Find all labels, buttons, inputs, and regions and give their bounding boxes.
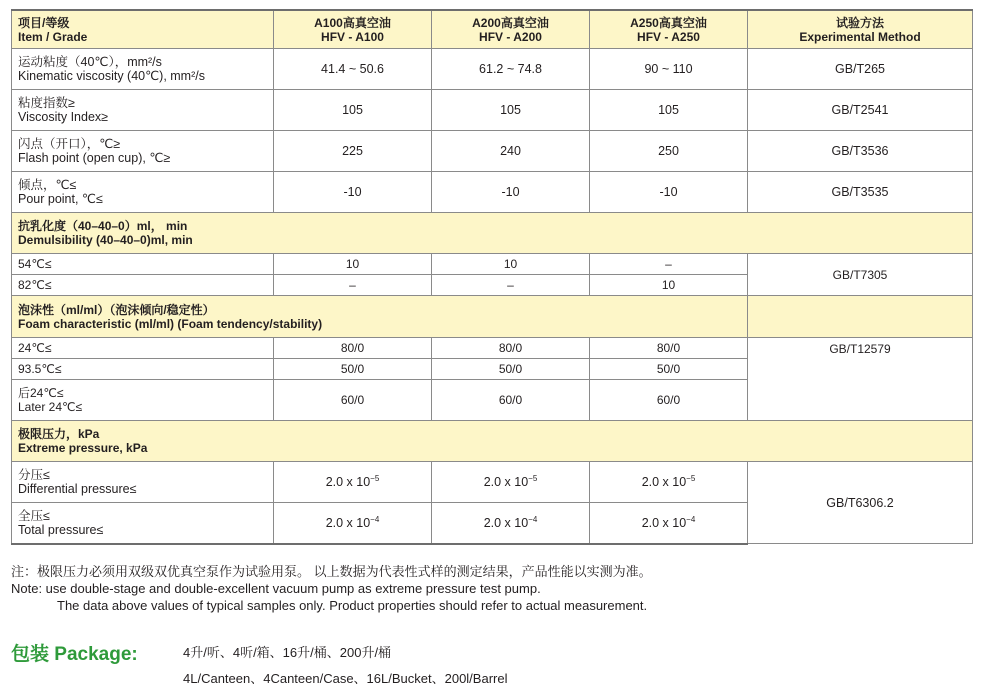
value-a100: -10	[274, 172, 432, 213]
value-a250: 2.0 x $10^{-5}$	[590, 462, 748, 503]
value-a250: 90 ~ 110	[590, 49, 748, 90]
row-label: 后24℃≤ Later 24℃≤	[12, 380, 274, 421]
value-method: GB/T3536	[748, 131, 973, 172]
value-a250: 10	[590, 275, 748, 296]
header-row	[12, 10, 973, 49]
row-kinematic-viscosity	[12, 49, 973, 90]
row-label: 24℃≤	[12, 338, 274, 359]
value-a250: 250	[590, 131, 748, 172]
value-a100: 50/0	[274, 359, 432, 380]
group-label: 泡沫性（ml/ml）（泡沫倾向/稳定性） Foam characteristic (ml/ml) (Foam tendency/stability)	[12, 296, 748, 338]
note-cn: 注：极限压力必须用双级双优真空泵作为试验用泵。 以上数据为代表性式样的测定结果，产品性能以实测为准。	[11, 564, 652, 579]
row-label: 分压≤ Differential pressure≤	[12, 462, 274, 503]
value-a250: 50/0	[590, 359, 748, 380]
value-a200: 50/0	[432, 359, 590, 380]
value-a100: –	[274, 275, 432, 296]
value-a100: 80/0	[274, 338, 432, 359]
value-a250: 105	[590, 90, 748, 131]
package-en: 4L/Canteen、4Canteen/Case、16L/Bucket、200l/Barrel	[183, 671, 508, 686]
group-spacer	[748, 296, 973, 338]
value-a100: 41.4 ~ 50.6	[274, 49, 432, 90]
value-a250: –	[590, 254, 748, 275]
group-foam	[12, 296, 973, 338]
package-cn: 4升/听、4听/箱、16升/桶、200升/桶	[183, 645, 392, 660]
row-foam-24	[12, 338, 973, 359]
value-method: GB/T265	[748, 49, 973, 90]
value-method: GB/T7305	[748, 254, 973, 296]
row-label: 闪点（开口），℃≥ Flash point (open cup), ℃≥	[12, 131, 274, 172]
row-label: 运动粘度（40℃），mm²/s Kinematic viscosity (40℃), mm²/s	[12, 49, 274, 90]
value-a200: 80/0	[432, 338, 590, 359]
value-a100: 60/0	[274, 380, 432, 421]
header-a200: A200高真空油 HFV - A200	[432, 10, 590, 49]
row-demulsibility-54	[12, 254, 973, 275]
value-a200: -10	[432, 172, 590, 213]
row-differential-pressure	[12, 462, 973, 503]
value-a200: 2.0 x $10^{-4}$	[432, 503, 590, 544]
value-a100: 225	[274, 131, 432, 172]
header-method: 试验方法 Experimental Method	[748, 10, 973, 49]
note-en-2: The data above values of typical samples only. Product properties should refer to actual measurement.	[57, 598, 648, 613]
note-en: Note: use double-stage and double-excellent vacuum pump as extreme pressure test pump.	[11, 581, 541, 596]
row-label: 82℃≤	[12, 275, 274, 296]
row-label: 倾点，℃≤ Pour point, ℃≤	[12, 172, 274, 213]
value-method: GB/T6306.2	[748, 462, 973, 544]
value-a200: 61.2 ~ 74.8	[432, 49, 590, 90]
value-a100: 2.0 x $10^{-4}$	[274, 503, 432, 544]
row-viscosity-index	[12, 90, 973, 131]
value-a200: –	[432, 275, 590, 296]
row-label: 粘度指数≥ Viscosity Index≥	[12, 90, 274, 131]
value-method: GB/T2541	[748, 90, 973, 131]
value-a250: -10	[590, 172, 748, 213]
value-a200: 240	[432, 131, 590, 172]
group-extreme-pressure	[12, 421, 973, 462]
row-label: 54℃≤	[12, 254, 274, 275]
row-label: 全压≤ Total pressure≤	[12, 503, 274, 544]
group-label: 极限压力，kPa Extreme pressure, kPa	[12, 421, 973, 462]
group-demulsibility	[12, 213, 973, 254]
row-pour-point	[12, 172, 973, 213]
value-a200: 10	[432, 254, 590, 275]
value-a250: 2.0 x $10^{-4}$	[590, 503, 748, 544]
notes	[11, 563, 652, 614]
header-a250: A250高真空油 HFV - A250	[590, 10, 748, 49]
spec-table	[11, 9, 973, 545]
value-a100: 2.0 x $10^{-5}$	[274, 462, 432, 503]
value-a250: 80/0	[590, 338, 748, 359]
row-label: 93.5℃≤	[12, 359, 274, 380]
value-method: GB/T12579	[748, 338, 973, 421]
header-a100: A100高真空油 HFV - A100	[274, 10, 432, 49]
value-a250: 60/0	[590, 380, 748, 421]
value-a200: 2.0 x $10^{-5}$	[432, 462, 590, 503]
group-label: 抗乳化度（40–40–0）ml， min Demulsibility (40–40–0)ml, min	[12, 213, 973, 254]
value-a200: 60/0	[432, 380, 590, 421]
value-a100: 105	[274, 90, 432, 131]
package-title: 包装 Package:	[11, 644, 138, 665]
row-flash-point	[12, 131, 973, 172]
value-method: GB/T3535	[748, 172, 973, 213]
value-a200: 105	[432, 90, 590, 131]
value-a100: 10	[274, 254, 432, 275]
header-item: 项目/等级 Item / Grade	[12, 10, 274, 49]
